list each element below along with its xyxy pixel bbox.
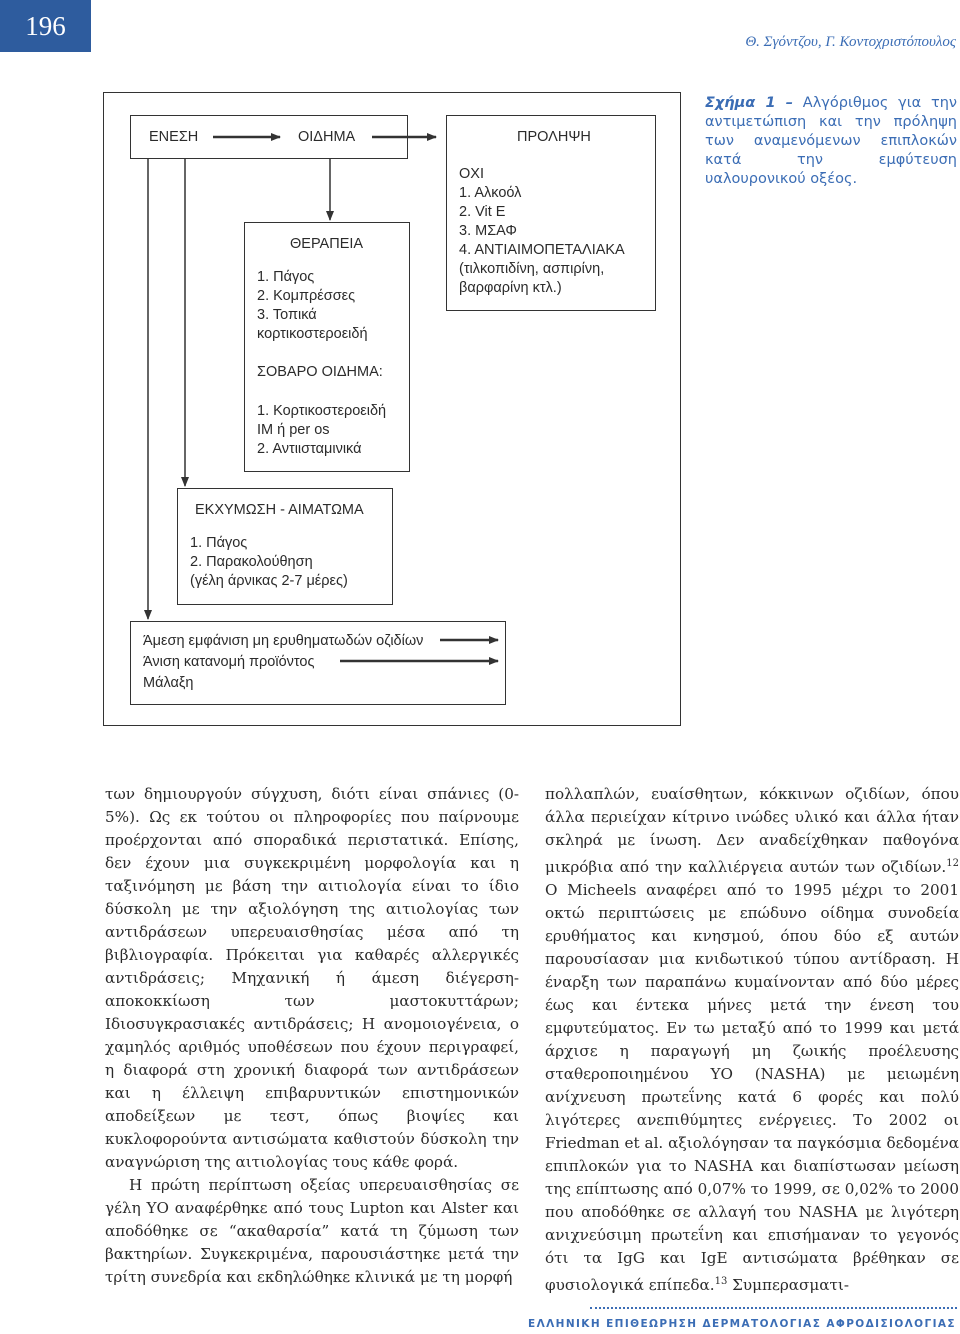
prevention-line: 4. ΑΝΤΙΑΙΜΟΠΕΤΑΛΙΑΚΑ bbox=[459, 242, 625, 258]
journal-title: ΕΛΛΗΝΙΚΗ ΕΠΙΘΕΩΡΗΣΗ ΔΕΡΜΑΤΟΛΟΓΙΑΣ ΑΦΡΟΔΙΣΙΟΛΟΓΙΑΣ bbox=[528, 1318, 956, 1330]
nodules-line: Άνιση κατανομή προϊόντος bbox=[143, 654, 315, 670]
reference-12: 12 bbox=[946, 858, 959, 869]
therapy-title: ΘΕΡΑΠΕΙΑ bbox=[290, 236, 364, 252]
reference-13: 13 bbox=[714, 1276, 728, 1288]
caption-label: Σχήμα 1 – bbox=[705, 95, 794, 111]
therapy-line: 2. Κομπρέσσες bbox=[257, 288, 356, 304]
bruise-line: (γέλη άρνικας 2-7 μέρες) bbox=[190, 573, 348, 589]
body-right-column bbox=[545, 783, 959, 1297]
prevention-line: (τιλκοπιδίνη, ασπιρίνη, bbox=[459, 261, 605, 277]
prevention-line: ΟΧΙ bbox=[459, 166, 484, 182]
severe-edema-line: 2. Αντιισταμινικά bbox=[257, 441, 362, 457]
bruise-line: 1. Πάγος bbox=[190, 535, 248, 551]
therapy-line: κορτικοστεροειδή bbox=[257, 326, 368, 342]
body-text-part: πολλαπλών, ευαίσθητων, κόκκινων οζιδίων, όπου άλλα περιείχαν κίτρινο ινώδες υλικό και άλλα ήταν σκληρά με ίνωση. Δεν αναδείχθηκαν παθογόνα μικρόβια από την καλλιέργεια αυτών των οζιδίων. bbox=[545, 785, 959, 877]
body-text-part: Συμπερασματι- bbox=[727, 1276, 850, 1295]
severe-edema-line: ΙΜ ή per os bbox=[257, 422, 330, 438]
body-paragraph: των δημιουργούν σύγχυση, διότι είναι σπάνιες (0-5%). Ως εκ τούτου οι πληροφορίες που παίρνουμε προέρχονται από σποραδικά περιστατικά. Επίσης, δεν έχουν μια συγκεκριμένη μορφολογία και η ταξινόμηση με βάση την αιτιολογία είναι το ίδιο δύσκολη με την αξιολόγηση της αιτιολογίας των αντιδράσεων υπερευαισθησίας μέσα από τη βιβλιογραφία. Πρόκειται για καθαρές αλλεργικές αντιδράσεις; Μηχανική ή άμεση διέγερση-αποκοκκίωση των μαστοκυττάρων; Ιδιοσυγκρασιακές αντιδράσεις; Η ανομοιογένεια, ο χαμηλός αριθμός υποθέσεων που έχουν περιγραφεί, η διαφορά στη χρονική διαφορά των αντιδράσεων και η έλλειψη επιβαρυντικών επιστημονικών αποδείξεων με τεστ, όπως βιοψίες και κυκλοφορούντα αντισώματα καθιστούν δύσκολη την αναγνώριση της αιτιολογίας τους κάθε φορά. bbox=[105, 785, 519, 1171]
prevention-line: βαρφαρίνη κτλ.) bbox=[459, 280, 562, 296]
edema-label: ΟΙΔΗΜΑ bbox=[298, 129, 356, 145]
prevention-line: 3. ΜΣΑΦ bbox=[459, 223, 517, 239]
body-paragraph bbox=[545, 783, 959, 1297]
severe-edema-line: 1. Κορτικοστεροειδή bbox=[257, 403, 387, 419]
body-left-column bbox=[105, 783, 519, 1289]
prevention-line: 1. Αλκοόλ bbox=[459, 185, 522, 201]
nodules-line: Άμεση εμφάνιση μη ερυθηματωδών οζιδίων bbox=[143, 633, 424, 649]
running-header-authors: Θ. Σγόντζου, Γ. Κοντοχριστόπουλος bbox=[745, 34, 956, 50]
prevention-title: ΠΡΟΛΗΨΗ bbox=[517, 129, 591, 145]
body-text-part: Ο Micheels αναφέρει από το 1995 μέχρι το 2001 οκτώ περιπτώσεις με επώδυνο οίδημα συνοδεία ερυθήματος και κνησμού, όπου δύο εξ αυτών παρουσίασαν μια κνιδωτικού τύπου αντίδραση. Η έναρξη των παραπάνω κυμαίνονταν από δύο μέρες έως και έντεκα μήνες μετά την ένεση του εμφυτεύματος. Εν τω μεταξύ από το 1999 και μετά άρχισε η παραγωγή μη ζωικής προέλευσης σταθεροποιημένου ΥΟ (NASHA) με μειωμένη ανίχνευση πρωτεΐνης κατά 6 φορές και πολύ λιγότερες ανεπιθύμητες ενέργειες. Το 2002 οι Friedman et al. αξιολόγησαν τα παγκόσμια δεδομένα επιπλοκών για το NASHA και διαπίστωσαν μείωση της επίπτωσης από 0,07% το 1999, σε 0,02% το 2000 που αποδόθηκε σε αλλαγή του NASHA με λιγότερη ανιχνεύσιμη πρωτεΐνη και επισήμαναν το γεγονός ότι τα IgG και IgE αντισώματα βρέθηκαν σε φυσιολογικά επίπεδα. bbox=[545, 881, 959, 1295]
injection-label: ΕΝΕΣΗ bbox=[149, 129, 199, 145]
bruise-title: ΕΚΧΥΜΩΣΗ - ΑΙΜΑΤΩΜΑ bbox=[195, 502, 364, 518]
page-number: 196 bbox=[0, 0, 91, 52]
prevention-line: 2. Vit E bbox=[459, 204, 506, 220]
therapy-line: 1. Πάγος bbox=[257, 269, 315, 285]
caption-text: Αλγόριθμος για την αντιμετώπιση και την πρόληψη των αναμενόμενων επιπλοκών κατά την εμφύτευση υαλουρονικού οξέος. bbox=[705, 95, 957, 187]
body-paragraph: Η πρώτη περίπτωση οξείας υπερευαισθησίας σε γέλη ΥΟ αναφέρθηκε από τους Lupton και Alster και αποδόθηκε σε “ακαθαρσία” κατά τη ζύμωση των βακτηρίων. Συγκεκριμένα, παρουσιάστηκε μετά την τρίτη συνεδρία και εκδηλώθηκε κλινικά με τη μορφή bbox=[105, 1176, 519, 1286]
bruise-line: 2. Παρακολούθηση bbox=[190, 554, 313, 570]
therapy-line: 3. Τοπικά bbox=[257, 307, 317, 323]
severe-edema-title: ΣΟΒΑΡΟ ΟΙΔΗΜΑ: bbox=[257, 364, 383, 380]
nodules-line: Μάλαξη bbox=[143, 675, 194, 691]
footer-dotted-rule bbox=[590, 1307, 957, 1309]
